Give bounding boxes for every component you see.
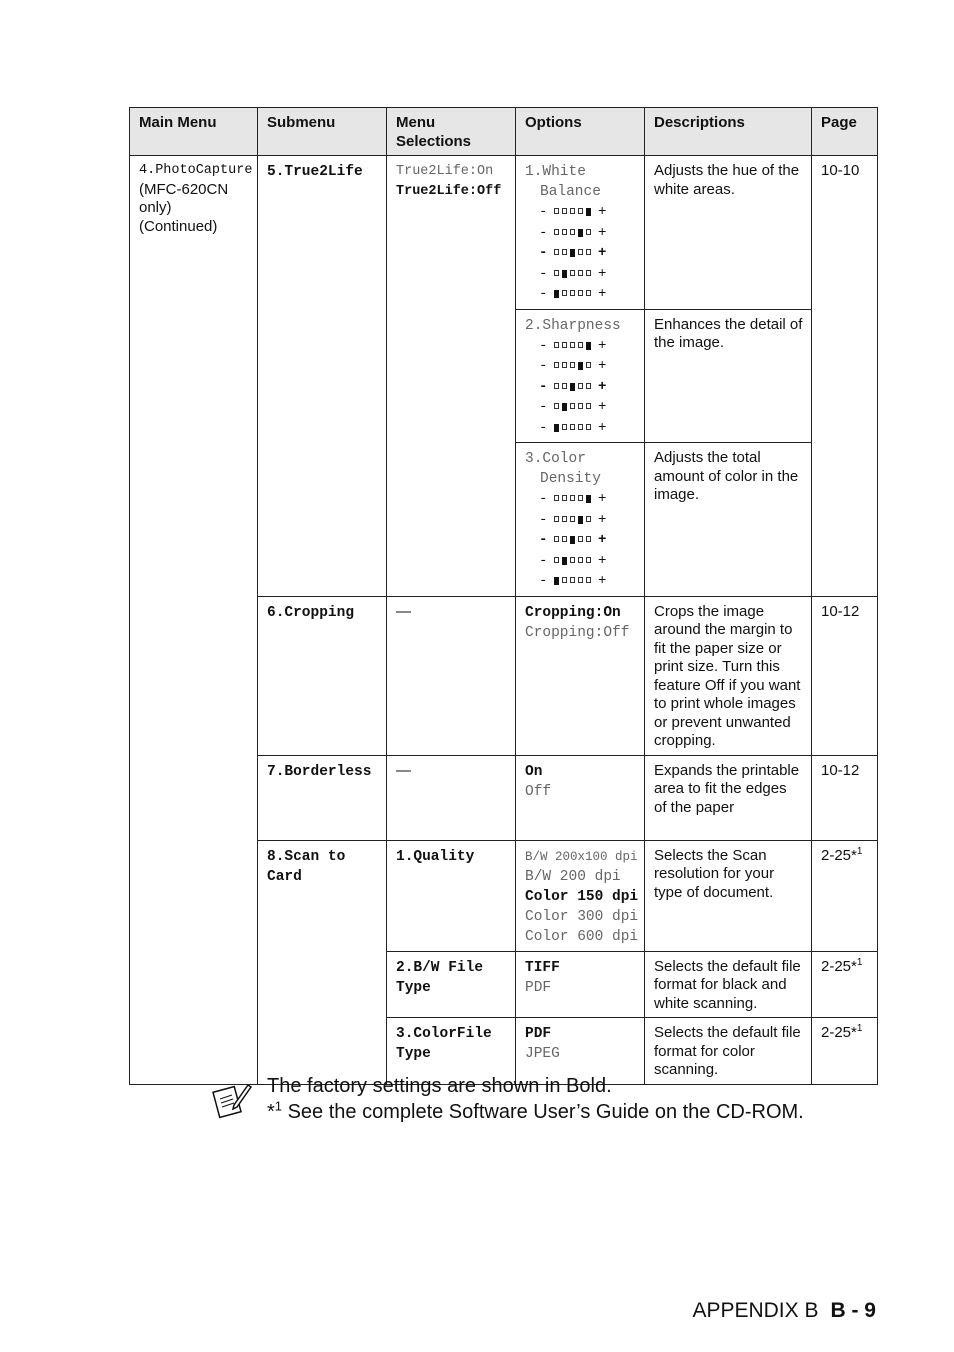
scale-minus: - [539,552,548,569]
scale-boxes [554,290,591,298]
scale-level-row [525,551,636,572]
scale-level-row [525,397,636,418]
scale-box-filled [554,290,559,298]
scale-level-row [525,284,636,305]
option-quality: Color 150 dpi [525,888,639,905]
scale-plus: + [598,399,607,415]
color-density-description: Adjusts the total amount of color in the image. [645,443,812,597]
scale-box-filled [562,270,567,278]
scale-box-empty [562,383,567,389]
scale-boxes [554,270,591,278]
header-submenu: Submenu [258,108,387,156]
main-menu-model: (MFC-620CN [139,180,229,198]
scale-box-empty [554,383,559,389]
scale-minus: - [539,204,548,220]
footer-appendix: APPENDIX B [692,1299,819,1322]
footnote-marker: 1 [856,1023,863,1034]
page-ref: 2-25* [821,846,857,864]
scale-box-empty [554,557,559,563]
option-borderless-on: On [525,763,543,780]
scale-box-empty [578,495,583,501]
scale-box-filled [570,383,575,391]
quality-options [516,840,645,951]
scale-box-empty [586,290,591,296]
scale-box-empty [562,229,567,235]
note-software-guide-text: See the complete Software User’s Guide on the CD-ROM. [282,1101,804,1123]
scale-box-empty [578,208,583,214]
scale-minus: - [539,245,548,261]
selection-label: 2.B/W File Type [396,959,484,996]
scale-box-empty [554,403,559,409]
scale-level-row [525,356,636,377]
selection-true2life-off: True2Life:Off [396,184,502,199]
scale-box-empty [586,403,591,409]
scale-box-empty [562,342,567,348]
scale-minus: - [539,491,548,507]
scale-box-empty [562,424,567,430]
scale-box-empty [578,342,583,348]
scale-box-empty [570,495,575,501]
sharpness-options [516,309,645,443]
submenu-label: 8.Scan to Card [267,848,346,885]
scale-plus: + [598,224,607,241]
scale-boxes [554,536,591,544]
scale-box-empty [586,383,591,389]
quality-description: Selects the Scan resolution for your type of document. [645,840,812,951]
scale-plus: + [598,245,607,261]
scale-box-empty [578,383,583,389]
color-file-type-page [812,1018,878,1085]
scale-level-row [525,223,636,244]
scale-boxes [554,229,591,237]
scale-boxes [554,577,591,585]
borderless-description: Expands the printable area to fit the edges of the paper [645,755,812,840]
selection-true2life-on: True2Life:On [396,164,494,179]
scale-boxes [554,362,591,370]
white-balance-scale [525,202,636,305]
scale-minus: - [539,337,548,354]
scale-minus: - [539,378,548,395]
cropping-options [516,596,645,755]
scale-level-row [525,202,636,223]
submenu-label: 7.Borderless [267,763,372,780]
submenu-scan-to-card [258,840,387,1084]
scale-boxes [554,208,591,216]
main-menu-code: 4.PhotoCapture [139,163,253,178]
scale-level-row [525,510,636,531]
scale-level-row [525,571,636,592]
scale-box-filled [586,208,591,216]
scale-box-filled [578,229,583,237]
submenu-label: 6.Cropping [267,604,355,621]
white-balance-label: 1.White [525,164,586,180]
quality-selection [387,840,516,951]
selection-label: 3.ColorFile Type [396,1026,492,1062]
note-bold-settings: The factory settings are shown in Bold. [267,1075,612,1097]
bw-file-type-selection [387,951,516,1018]
scale-plus: + [598,286,607,302]
main-menu-cell [130,156,258,1085]
scale-plus: + [598,573,607,589]
scale-plus: + [598,491,607,507]
scale-box-empty [570,516,575,522]
borderless-selection: — [387,755,516,840]
scale-level-row [525,243,636,264]
scale-minus: - [539,286,548,302]
note-footnote-number: 1 [274,1098,283,1114]
scale-boxes [554,403,591,411]
option-pdf: PDF [525,979,552,996]
scale-box-empty [586,249,591,255]
scale-level-row [525,418,636,439]
scale-box-filled [554,424,559,432]
scale-level-row [525,264,636,285]
scale-minus: - [539,399,548,415]
scale-plus: + [598,337,607,354]
scale-box-empty [586,362,591,368]
true2life-page: 10-10 [812,156,878,597]
main-menu-continued: (Continued) [139,217,218,235]
scale-boxes [554,424,591,432]
header-row [130,108,878,156]
scale-box-empty [554,362,559,368]
menu-table [129,107,878,1085]
scale-box-empty [562,362,567,368]
scale-box-empty [562,249,567,255]
scale-box-empty [562,536,567,542]
sharpness-scale [525,336,636,439]
scale-minus: - [539,419,548,436]
scale-box-filled [586,342,591,350]
option-quality: B/W 200 dpi [525,868,621,885]
cropping-selection: — [387,596,516,755]
note-software-guide [267,1098,804,1124]
submenu-cropping [258,596,387,755]
scale-box-empty [586,424,591,430]
scale-minus: - [539,573,548,589]
scale-box-empty [570,290,575,296]
scale-box-empty [562,577,567,583]
color-density-label: 3.Color [525,451,586,467]
scale-box-empty [586,557,591,563]
scale-box-empty [570,424,575,430]
white-balance-description: Adjusts the hue of the white areas. [645,156,812,310]
scale-plus: + [598,204,607,220]
scale-box-empty [570,270,575,276]
scale-box-empty [578,424,583,430]
option-borderless-off: Off [525,783,552,800]
scale-minus: - [539,224,548,241]
color-density-label-2: Density [540,471,601,487]
scale-box-empty [578,577,583,583]
scale-level-row [525,377,636,398]
footer-page-number: B - 9 [830,1299,876,1322]
cropping-description: Crops the image around the margin to fit the paper size or print size. Turn this feature Off if you want to print whole images or prevent unwanted cropping. [645,596,812,755]
scale-box-empty [578,270,583,276]
scale-boxes [554,516,591,524]
scale-level-row [525,489,636,510]
option-jpeg: JPEG [525,1046,560,1062]
main-menu-only: only) [139,199,172,216]
scale-box-empty [570,557,575,563]
scale-boxes [554,342,591,350]
scale-box-filled [570,536,575,544]
option-quality: B/W 200x100 dpi [525,849,638,864]
borderless-page: 10-12 [812,755,878,840]
header-menu-selections: Menu Selections [387,108,516,156]
scale-box-filled [578,516,583,524]
scale-boxes [554,495,591,503]
scale-box-empty [554,249,559,255]
scale-minus: - [539,358,548,374]
scale-plus: + [598,552,607,569]
header-options: Options [516,108,645,156]
option-quality: Color 300 dpi [525,908,639,925]
scale-box-empty [554,270,559,276]
quality-page [812,840,878,951]
scale-box-empty [562,208,567,214]
scale-plus: + [598,532,607,548]
scale-boxes [554,249,591,257]
scale-box-empty [554,229,559,235]
sharpness-description: Enhances the detail of the image. [645,309,812,443]
cropping-page: 10-12 [812,596,878,755]
scale-box-empty [578,557,583,563]
scale-plus: + [598,265,607,282]
scale-box-empty [570,229,575,235]
scale-minus: - [539,532,548,548]
scale-box-empty [586,577,591,583]
borderless-options [516,755,645,840]
scale-box-empty [578,249,583,255]
scale-box-empty [562,516,567,522]
page-footer [692,1299,876,1323]
note-pencil-icon [212,1079,252,1119]
scale-box-empty [570,403,575,409]
selection-label: 1.Quality [396,848,475,865]
scale-boxes [554,383,591,391]
white-balance-options [516,156,645,310]
table-row [130,156,878,310]
submenu-borderless [258,755,387,840]
scale-plus: + [598,358,607,374]
header-page: Page [812,108,878,156]
scale-level-row [525,530,636,551]
color-file-type-description: Selects the default file format for color scanning. [645,1018,812,1085]
scale-box-empty [586,516,591,522]
option-pdf: PDF [525,1026,552,1042]
scale-box-empty [554,516,559,522]
scale-box-empty [570,577,575,583]
bw-file-type-page [812,951,878,1018]
scale-box-filled [586,495,591,503]
scale-box-filled [554,577,559,585]
scale-box-empty [578,536,583,542]
note-asterisk: * [267,1101,275,1123]
scale-box-empty [554,495,559,501]
scale-box-empty [562,495,567,501]
option-tiff: TIFF [525,959,560,976]
scale-box-filled [562,403,567,411]
scale-box-empty [586,229,591,235]
submenu-label: 5.True2Life [267,164,363,180]
footnote-marker: 1 [856,845,863,857]
scale-plus: + [598,419,607,436]
color-density-scale [525,489,636,592]
scale-minus: - [539,265,548,282]
bw-file-type-description: Selects the default file format for black and white scanning. [645,951,812,1018]
scale-box-empty [554,536,559,542]
footnote-marker: 1 [856,956,863,968]
scale-box-empty [570,208,575,214]
page-ref: 2-25* [821,1024,857,1041]
header-main-menu: Main Menu [130,108,258,156]
scale-plus: + [598,378,607,395]
scale-box-empty [554,342,559,348]
option-cropping-off: Cropping:Off [525,624,630,641]
bw-file-type-options [516,951,645,1018]
header-descriptions: Descriptions [645,108,812,156]
sharpness-label: 2.Sharpness [525,317,621,334]
scale-box-empty [578,290,583,296]
option-quality: Color 600 dpi [525,928,639,945]
option-cropping-on: Cropping:On [525,604,621,621]
scale-boxes [554,557,591,565]
scale-box-empty [570,342,575,348]
scale-box-empty [554,208,559,214]
scale-box-filled [562,557,567,565]
submenu-true2life [258,156,387,597]
scale-level-row [525,336,636,357]
scale-box-empty [562,290,567,296]
white-balance-label-2: Balance [540,184,601,200]
scale-minus: - [539,511,548,528]
page-ref: 2-25* [821,957,857,975]
scale-box-filled [570,249,575,257]
scale-box-empty [586,270,591,276]
scale-box-empty [570,362,575,368]
color-density-options [516,443,645,597]
scale-box-empty [578,403,583,409]
scale-box-filled [578,362,583,370]
scale-plus: + [598,511,607,528]
true2life-selections [387,156,516,597]
scale-box-empty [586,536,591,542]
